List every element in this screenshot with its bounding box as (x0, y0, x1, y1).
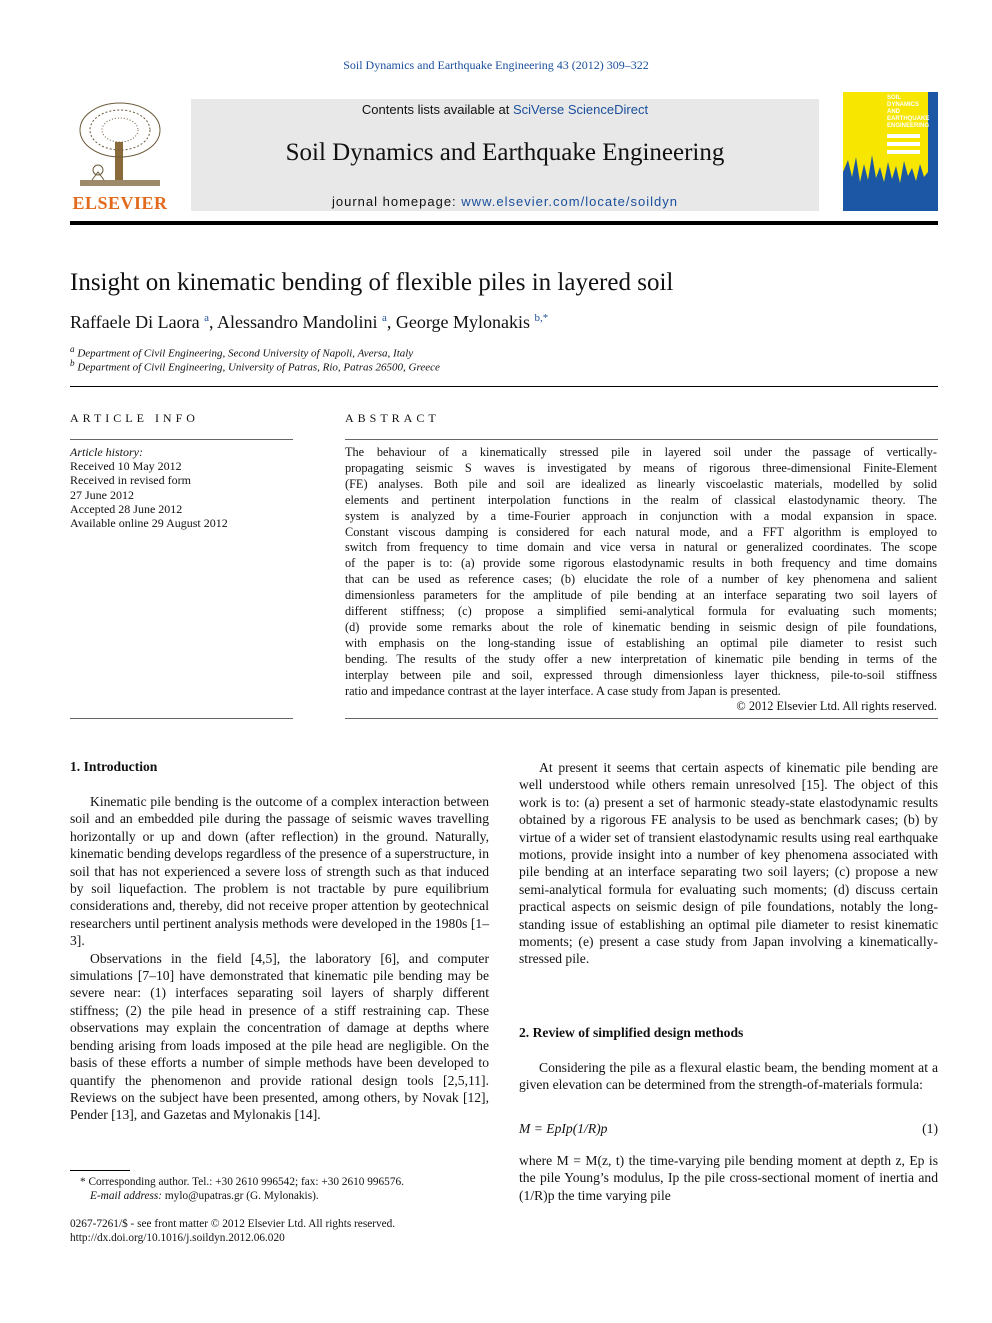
cover-line: SOIL (887, 95, 902, 101)
header-rule (70, 221, 938, 225)
history-item: 27 June 2012 (70, 487, 134, 502)
abstract-line: different stiffness; (c) propose a simplified semi-analytical formula for evaluating such moments; (345, 604, 937, 619)
journal-citation[interactable]: Soil Dynamics and Earthquake Engineering 43 (2012) 309–322 (343, 58, 649, 72)
abstract-line: The behaviour of a kinematically stressed pile in layered soil under the passage of vertically- (345, 445, 937, 459)
author-affil-link[interactable]: a (382, 312, 387, 324)
cover-line: ENGINEERING (887, 123, 930, 129)
article-title: Insight on kinematic bending of flexible piles in layered soil (70, 269, 674, 296)
section-1-body (70, 793, 489, 1124)
sciencedirect-link[interactable]: SciVerse ScienceDirect (512, 102, 649, 117)
cover-bar (887, 134, 920, 138)
abstract-line: interplay between pile and soil, expressed through dimensionless layer thickness, pile-to-soil stiffness (345, 667, 937, 682)
author-affil-link[interactable]: b,* (534, 312, 549, 324)
email-label: E-mail address: (90, 1190, 163, 1202)
homepage-line (191, 194, 819, 209)
equation-expression: M = EpIp(1/R)p (519, 1121, 608, 1136)
paragraph: Kinematic pile bending is the outcome of a complex interaction between soil and an embedded pile during the passage of seismic waves travelling horizontally or up and down (after reflection) in the ground. Naturally, kinematic bending develops regardless of the presence of a superstructure, in soil that has not experienced a severe loss of strength such as that induced by soil liquefaction. The problem is not tractable by pure equilibrium considerations and, thereby, did not receive proper attention by geotechnical researchers until pertinent analysis methods were developed in the 1980s [1–3]. (70, 794, 489, 949)
abstract-copyright: © 2012 Elsevier Ltd. All rights reserved. (736, 699, 937, 713)
paragraph: Considering the pile as a flexural elastic beam, the bending moment at a given elevation can be determined from the strength-of-materials formula: (519, 1060, 938, 1093)
abstract-line: propagating seismic S waves is investigated by means of rigorous three-dimensional Finite-Element (345, 460, 937, 475)
abstract-line: switch from frequency to time domain and vice versa in natural or generalized coordinates. The scope (345, 540, 937, 555)
equation-1 (519, 1121, 938, 1137)
cover-line: AND (887, 109, 900, 115)
divider (70, 439, 293, 440)
abstract-line: ratio and impedance contrast at the layer interface. A case study from Japan is presented. (345, 683, 781, 698)
footnote-rule (70, 1170, 130, 1171)
equation-number: (1) (922, 1121, 938, 1136)
divider (70, 386, 938, 387)
history-item: Available online 29 August 2012 (70, 516, 228, 531)
abstract-line: (FE) analyses. Both pile and soil are idealized as linearly viscoelastic materials, modelled by solid (345, 476, 937, 491)
author-name: George Mylonakis (395, 312, 531, 332)
affiliation-text: Department of Civil Engineering, Second University of Napoli, Aversa, Italy (77, 347, 414, 360)
author-list: Raffaele Di Laora $^a$, Alessandro Mandolini $^a$, George Mylonakis $^{b,*}$ (70, 312, 549, 332)
column-2-intro (519, 759, 938, 968)
divider (345, 718, 938, 719)
section-2-body-continued (519, 1152, 938, 1204)
author-affil-link[interactable]: a (204, 312, 209, 324)
article-info-heading: ARTICLE INFO (70, 411, 199, 425)
abstract-line: bending. The results of the study offer a new interpretation of kinematic pile bending in terms of the (345, 651, 937, 666)
elsevier-wordmark: ELSEVIER (72, 193, 168, 213)
history-item: Received in revised form (70, 473, 191, 488)
history-label: Article history: (70, 445, 143, 459)
author-name: Raffaele Di Laora (70, 312, 200, 332)
cover-bar (887, 150, 920, 154)
divider (345, 439, 938, 440)
section-1-title: 1. Introduction (70, 759, 158, 774)
abstract-line: system is analyzed by a time-Fourier approach in conjunction with a modal expansion in space. (345, 508, 937, 523)
cover-line: DYNAMICS (887, 102, 920, 108)
abstract-line: that can be used as reference cases; (b) elucidate the role of a number of key phenomena and salient (345, 572, 937, 587)
journal-title: Soil Dynamics and Earthquake Engineering (285, 139, 725, 166)
history-item: Received 10 May 2012 (70, 459, 182, 474)
affiliation (70, 358, 440, 374)
abstract-line: of the paper is to: (a) provide some rigorous elastodynamic results in both frequency and time domains (345, 556, 937, 571)
journal-cover[interactable] (843, 92, 938, 211)
email-note (70, 1189, 319, 1204)
history-item: Accepted 28 June 2012 (70, 501, 183, 516)
contents-prefix: Contents lists available at (361, 102, 513, 117)
cover-bar (887, 142, 920, 146)
doi-link[interactable]: http://dx.doi.org/10.1016/j.soildyn.2012.06.020 (70, 1232, 285, 1244)
homepage-prefix: journal homepage: (331, 194, 462, 209)
abstract-line: dimensionless parameters for the amplitude of pile bending at an interface separating two soil layers of (345, 588, 937, 603)
abstract-line: elements and pertinent interpolation functions in the realm of classical elastodynamic theory. The (345, 492, 937, 507)
author-name: Alessandro Mandolini (217, 312, 378, 332)
abstract-text (345, 445, 937, 700)
paragraph: where M = M(z, t) the time-varying pile bending moment at depth z, Ep is the pile Young’s modulus, Ip the pile cross-sectional moment of inertia and (1/R)p the time varying pile (519, 1153, 938, 1203)
issn-line: 0267-7261/$ - see front matter © 2012 Elsevier Ltd. All rights reserved. (70, 1218, 396, 1230)
section-2-title: 2. Review of simplified design methods (519, 1025, 744, 1040)
corresponding-author-note: * Corresponding author. Tel.: +30 2610 996542; fax: +30 2610 996576. (80, 1176, 404, 1188)
section-2-body (519, 1059, 938, 1094)
affiliation-text: Department of Civil Engineering, University of Patras, Rio, Patras 26500, Greece (77, 361, 440, 374)
paragraph: Observations in the field [4,5], the laboratory [6], and computer simulations [7–10] have demonstrated that kinematic pile bending may be severe near: (1) interfaces separating soil layers of sharply different stiffness; (2) the pile head in presence of a stiff restraining cap. These observations may explain the concentration of damage at depths where bending arising from loads imposed at the pile head are negligible. On the basis of these efforts a number of simple methods have been developed to quantify the phenomenon and provide rational design tools [2,5,11]. Reviews on the subject have been presented, among others, by Novak [12], Pender [13], and Gazetas and Mylonakis [14]. (70, 950, 489, 1123)
paragraph: At present it seems that certain aspects of kinematic pile bending are well understood while others remain unresolved [15]. The object of this work is to: (a) present a set of harmonic steady-state elastodynamic results obtained by a rigorous FE analysis to be used as benchmark cases; (b) by virtue of a wider set of transient elastodynamic results using real earthquake motions, provide insight into a number of key phenomena associated with pile bending at an interface separating two soil layers; (c) propose a new semi-analytical formula for evaluating such moments; (d) discuss certain practical aspects on seismic design of pile foundations, notably the long-standing issue of establishing an optimal pile diameter to resist kinematic moments; (e) present a case study from Japan involving a kinematically-stressed pile. (519, 760, 938, 967)
journal-banner (191, 99, 819, 211)
cover-seismogram (843, 152, 928, 211)
cover-title (887, 95, 929, 130)
affiliation-marker: b (70, 358, 75, 368)
divider (70, 718, 293, 719)
cover-blue-stripe (928, 92, 938, 211)
abstract-line: (d) provide some remarks about the role of kinematic bending in seismic design of pile foundations, (345, 619, 937, 634)
article-history (70, 445, 228, 530)
abstract-line: with emphasis on the long-standing issue of establishing an optimal pile diameter to resist such (345, 635, 937, 650)
email-address[interactable]: mylo@upatras.gr (G. Mylonakis). (164, 1190, 319, 1202)
cover-line: EARTHQUAKE (887, 116, 930, 122)
abstract-line: Constant viscous damping is considered for each natural mode, and a FFT algorithm is employed to (345, 524, 937, 539)
contents-line (191, 102, 819, 117)
affiliation-marker: a (70, 344, 75, 354)
abstract-heading: ABSTRACT (345, 411, 440, 425)
homepage-link[interactable]: www.elsevier.com/locate/soildyn (461, 194, 678, 209)
